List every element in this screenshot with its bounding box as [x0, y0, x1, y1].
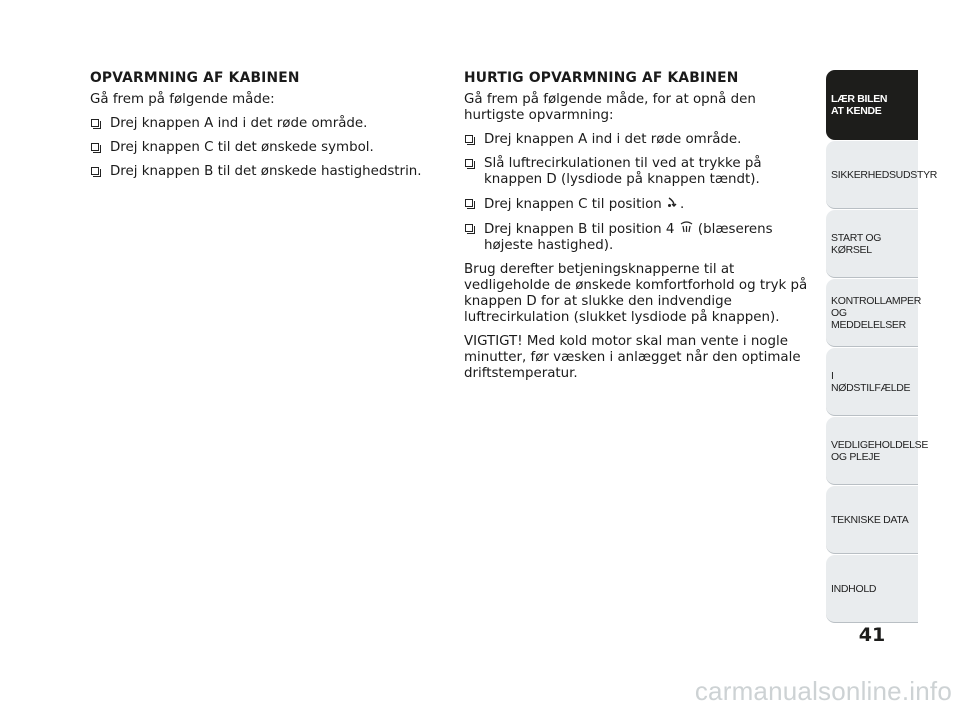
tab-start-og-korsel[interactable]: START OG KØRSEL — [826, 210, 918, 278]
section-heading-fast-heating: HURTIG OPVARMNING AF KABINEN — [464, 70, 739, 86]
tab-indhold[interactable]: INDHOLD — [826, 555, 918, 623]
section-heading-heating: OPVARMNING AF KABINEN — [90, 70, 300, 86]
checkbox-bullet-icon — [465, 159, 473, 167]
checkbox-bullet-icon — [465, 224, 473, 232]
list-item: Drej knappen B til det ønskede hastighedstrin. — [90, 164, 440, 180]
page-number: 41 — [858, 624, 886, 646]
chapter-tabs — [826, 70, 938, 624]
watermark: carmanualsonline.info — [694, 676, 952, 706]
fan-max-icon — [680, 222, 693, 236]
tab-i-nodstilfaelde[interactable]: I NØDSTILFÆLDE — [826, 348, 918, 416]
tab-kontrollamper[interactable]: KONTROLLAMPER OG MEDDELELSER — [826, 279, 918, 347]
list-item: Slå luftrecirkulationen til ved at trykke på knappen D (lysdiode på knappen tændt). — [464, 156, 816, 188]
body-paragraph: Brug derefter betjeningsknapperne til at vedligeholde de ønskede komfortforhold og tryk på knappen D for at slukke den indvendige luftrecirkulation (slukket lysdiode på knappen). — [464, 262, 808, 325]
tab-sikkerhedsudstyr[interactable]: SIKKERHEDSUDSTYR — [826, 141, 918, 209]
tab-laer-bilen-at-kende[interactable]: LÆR BILEN AT KENDE — [826, 70, 918, 140]
list-item: Drej knappen A ind i det røde område. — [464, 132, 816, 148]
right-column — [464, 70, 816, 390]
list-item: Drej knappen B til position 4 (blæserens højeste hastighed). — [464, 221, 816, 254]
list-item: Drej knappen C til det ønskede symbol. — [90, 140, 440, 156]
checkbox-bullet-icon — [465, 135, 473, 143]
checkbox-bullet-icon — [465, 199, 473, 207]
list-item: Drej knappen C til position . — [464, 196, 816, 213]
feet-airflow-icon — [667, 197, 679, 211]
checkbox-bullet-icon — [91, 119, 99, 127]
list-item: Drej knappen A ind i det røde område. — [90, 116, 440, 132]
tab-tekniske-data[interactable]: TEKNISKE DATA — [826, 486, 918, 554]
tab-vedligeholdelse[interactable]: VEDLIGEHOLDELSE OG PLEJE — [826, 417, 918, 485]
checkbox-bullet-icon — [91, 167, 99, 175]
warning-paragraph: VIGTIGT! Med kold motor skal man vente i nogle minutter, før væsken i anlægget når den optimale driftstemperatur. — [464, 334, 801, 381]
checkbox-bullet-icon — [91, 143, 99, 151]
intro-text: Gå frem på følgende måde: — [90, 92, 275, 107]
intro-text: Gå frem på følgende måde, for at opnå den hurtigste opvarmning: — [464, 92, 756, 123]
left-column — [90, 70, 440, 188]
